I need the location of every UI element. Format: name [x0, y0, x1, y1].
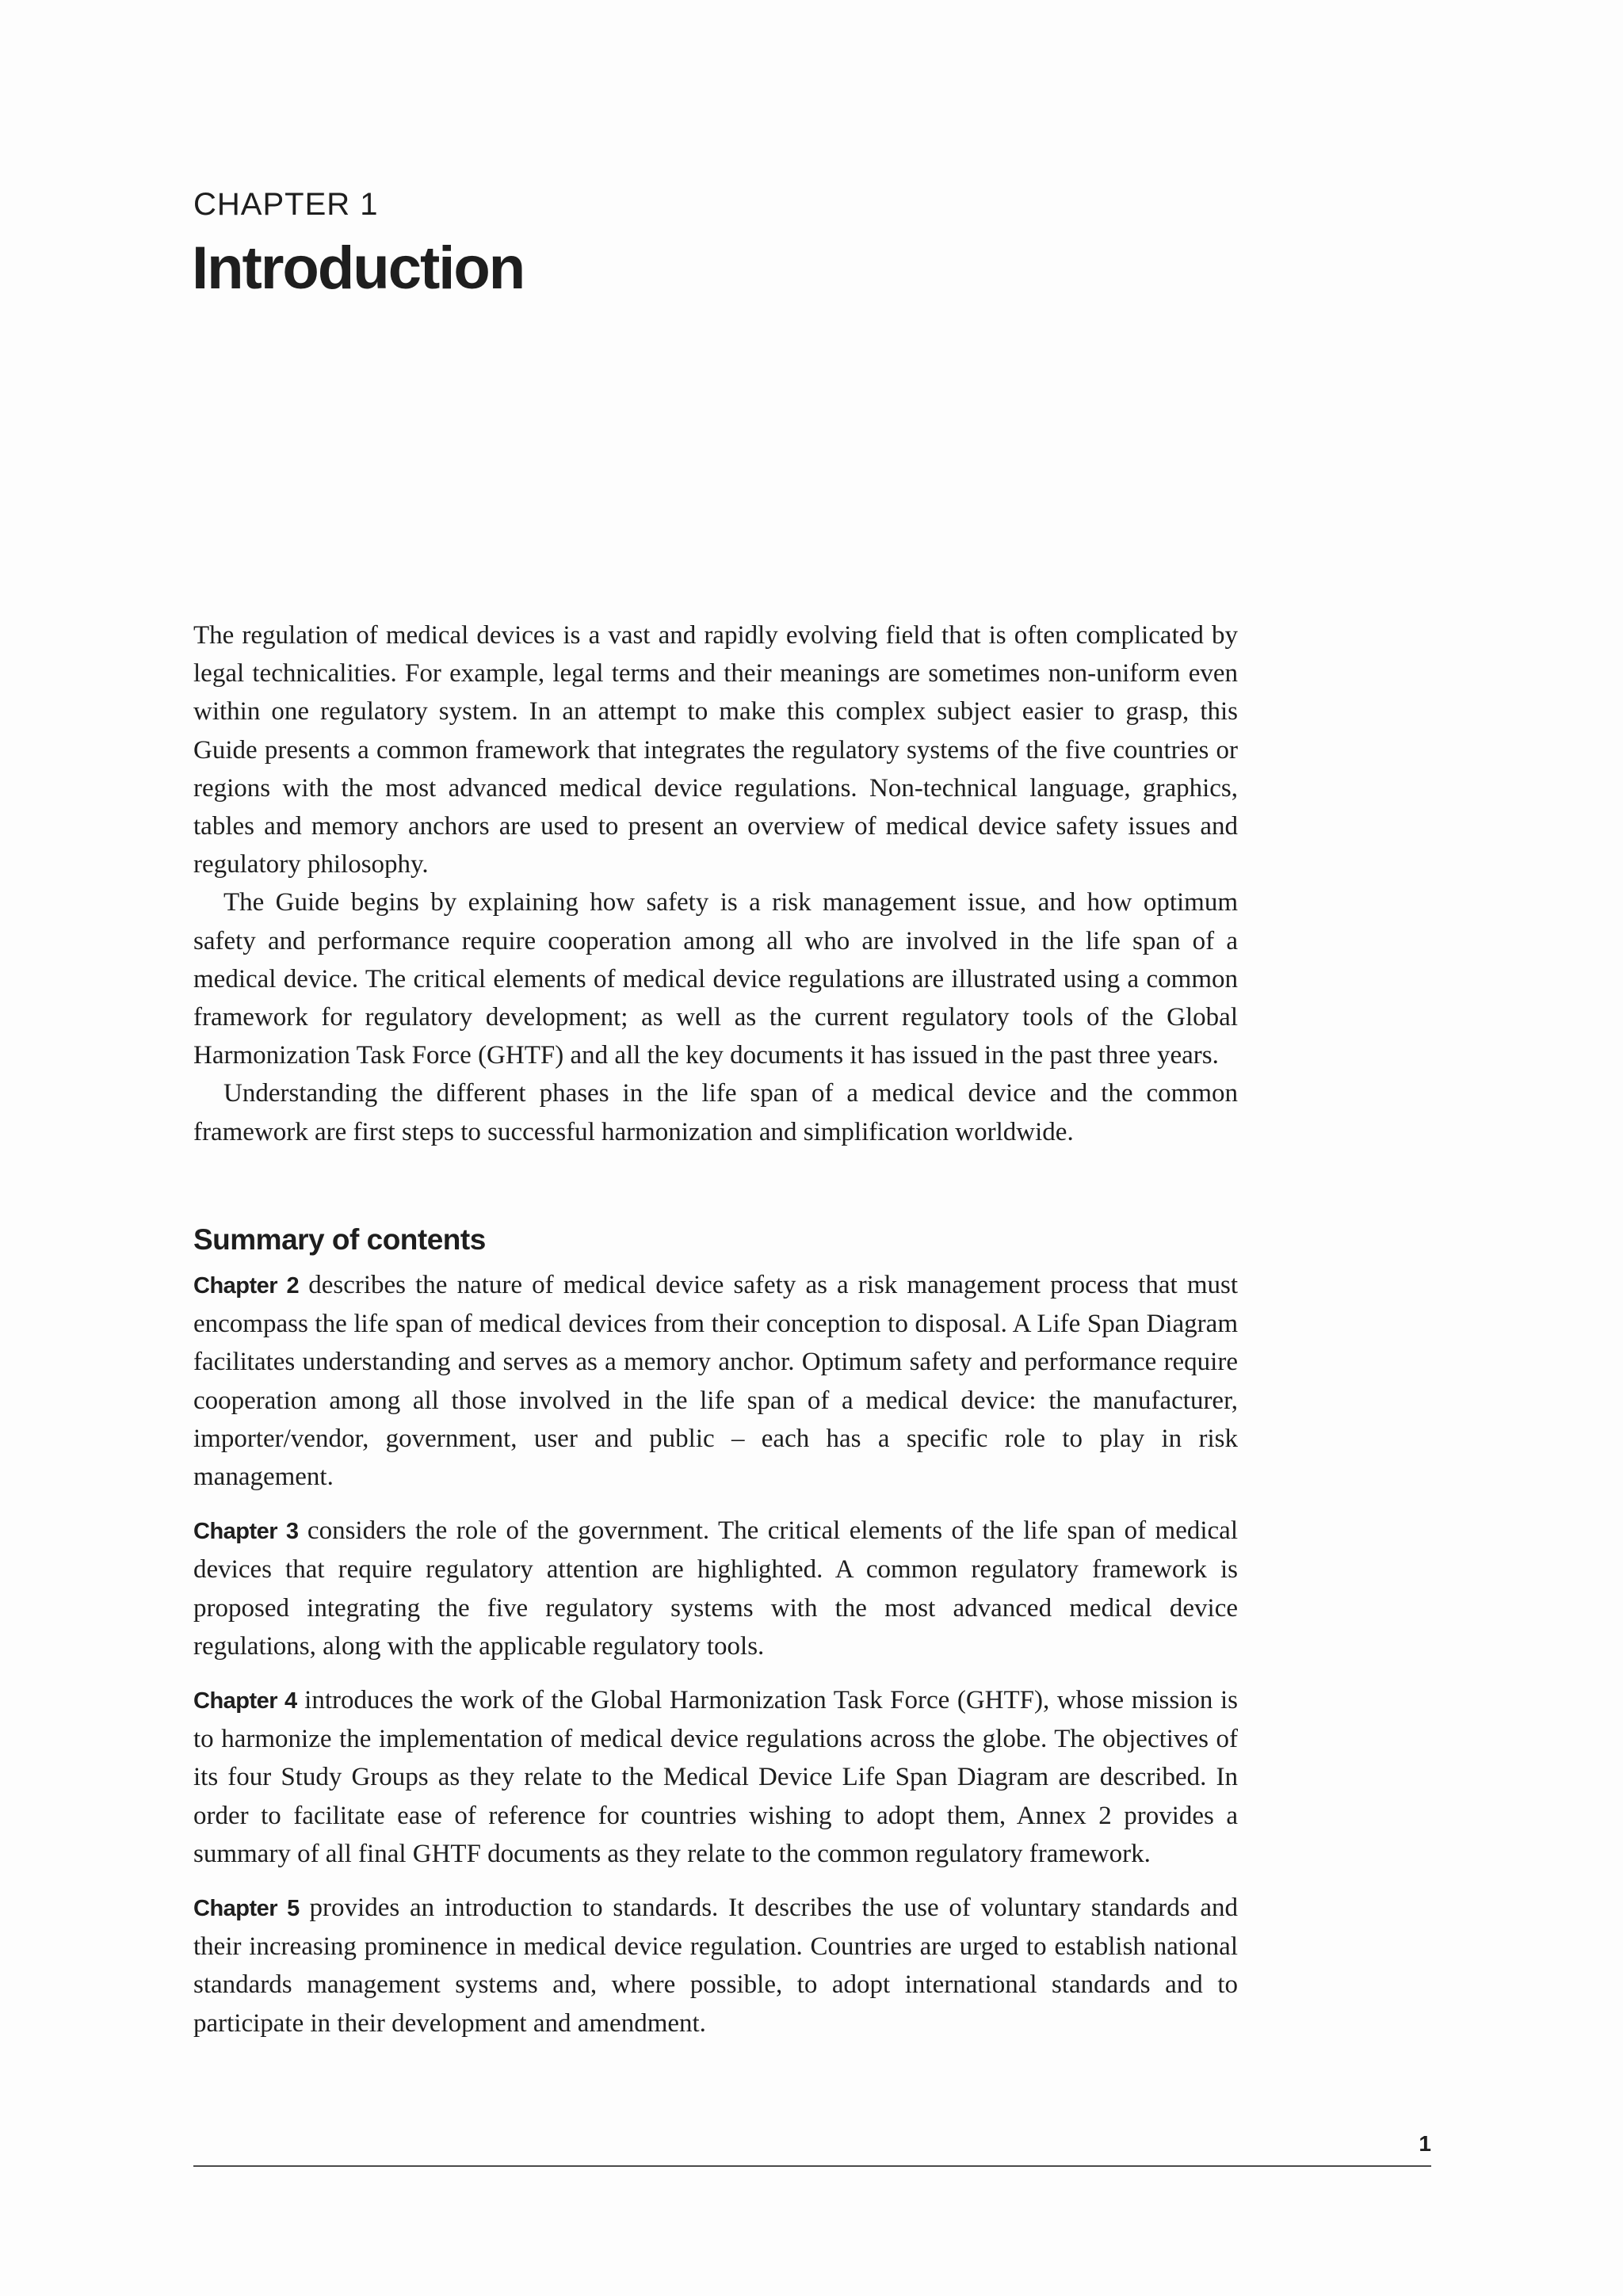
chapter-ref: Chapter 5: [193, 1896, 300, 1922]
chapter-title: Introduction: [192, 235, 525, 302]
page-number: 1: [1419, 2131, 1431, 2156]
summary-item: [193, 1889, 1238, 2042]
summary-item: [193, 1266, 1238, 1496]
chapter-ref: Chapter 4: [193, 1688, 297, 1714]
summary-text: describes the nature of medical device safety as a risk management process that must encompass the life span of medical devices from their conception to disposal. A Life Span Diagram facilitates understanding and serves as a memory anchor. Optimum safety and performance require cooperation among all those involved in the life span of a medical device: the manufacturer, importer/vendor, government, user and public – each has a specific role to play in risk management.: [193, 1271, 1238, 1492]
chapter-ref: Chapter 2: [193, 1273, 300, 1299]
summary-text: introduces the work of the Global Harmonization Task Force (GHTF), whose mission is to harmonize the implementation of medical device regulations across the globe. The objectives of its four Study Groups as they relate to the Medical Device Life Span Diagram are described. In order to facilitate ease of reference for countries wishing to adopt them, Annex 2 provides a summary of all final GHTF documents as they relate to the common regulatory framework.: [193, 1686, 1238, 1868]
intro-paragraph: The Guide begins by explaining how safety is a risk management issue, and how optimum safety and performance require cooperation among all who are involved in the life span of a medical device. The critical elements of medical device regulations are illustrated using a common framework for regulatory development; as well as the current regulatory tools of the Global Harmonization Task Force (GHTF) and all the key documents it has issued in the past three years.: [193, 888, 1238, 1070]
intro-section: [193, 616, 1238, 1151]
intro-paragraph: Understanding the different phases in the life span of a medical device and the common framework are first steps to successful harmonization and simplification worldwide.: [193, 1079, 1238, 1146]
footer-divider: [193, 2165, 1431, 2167]
summary-heading: Summary of contents: [193, 1223, 486, 1256]
summary-section: [193, 1266, 1238, 2058]
summary-text: considers the role of the government. The critical elements of the life span of medical devices that require regulatory attention are highlighted. A common regulatory framework is proposed integrating the five regulatory systems with the most advanced medical device regulations, along with the applicable regulatory tools.: [193, 1516, 1238, 1661]
summary-text: provides an introduction to standards. It describes the use of voluntary standards and their increasing prominence in medical device regulation. Countries are urged to establish national standards management systems and, where possible, to adopt international standards and to participate in their development and amendment.: [193, 1894, 1238, 2038]
summary-item: [193, 1512, 1238, 1665]
intro-paragraph: The regulation of medical devices is a vast and rapidly evolving field that is often complicated by legal technicalities. For example, legal terms and their meanings are sometimes non-uniform even within one regulatory system. In an attempt to make this complex subject easier to grasp, this Guide presents a common framework that integrates the regulatory systems of the five countries or regions with the most advanced medical device regulations. Non-technical language, graphics, tables and memory anchors are used to present an overview of medical device safety issues and regulatory philosophy.: [193, 621, 1238, 879]
summary-item: [193, 1681, 1238, 1873]
chapter-ref: Chapter 3: [193, 1519, 299, 1545]
chapter-label: CHAPTER 1: [193, 187, 379, 222]
